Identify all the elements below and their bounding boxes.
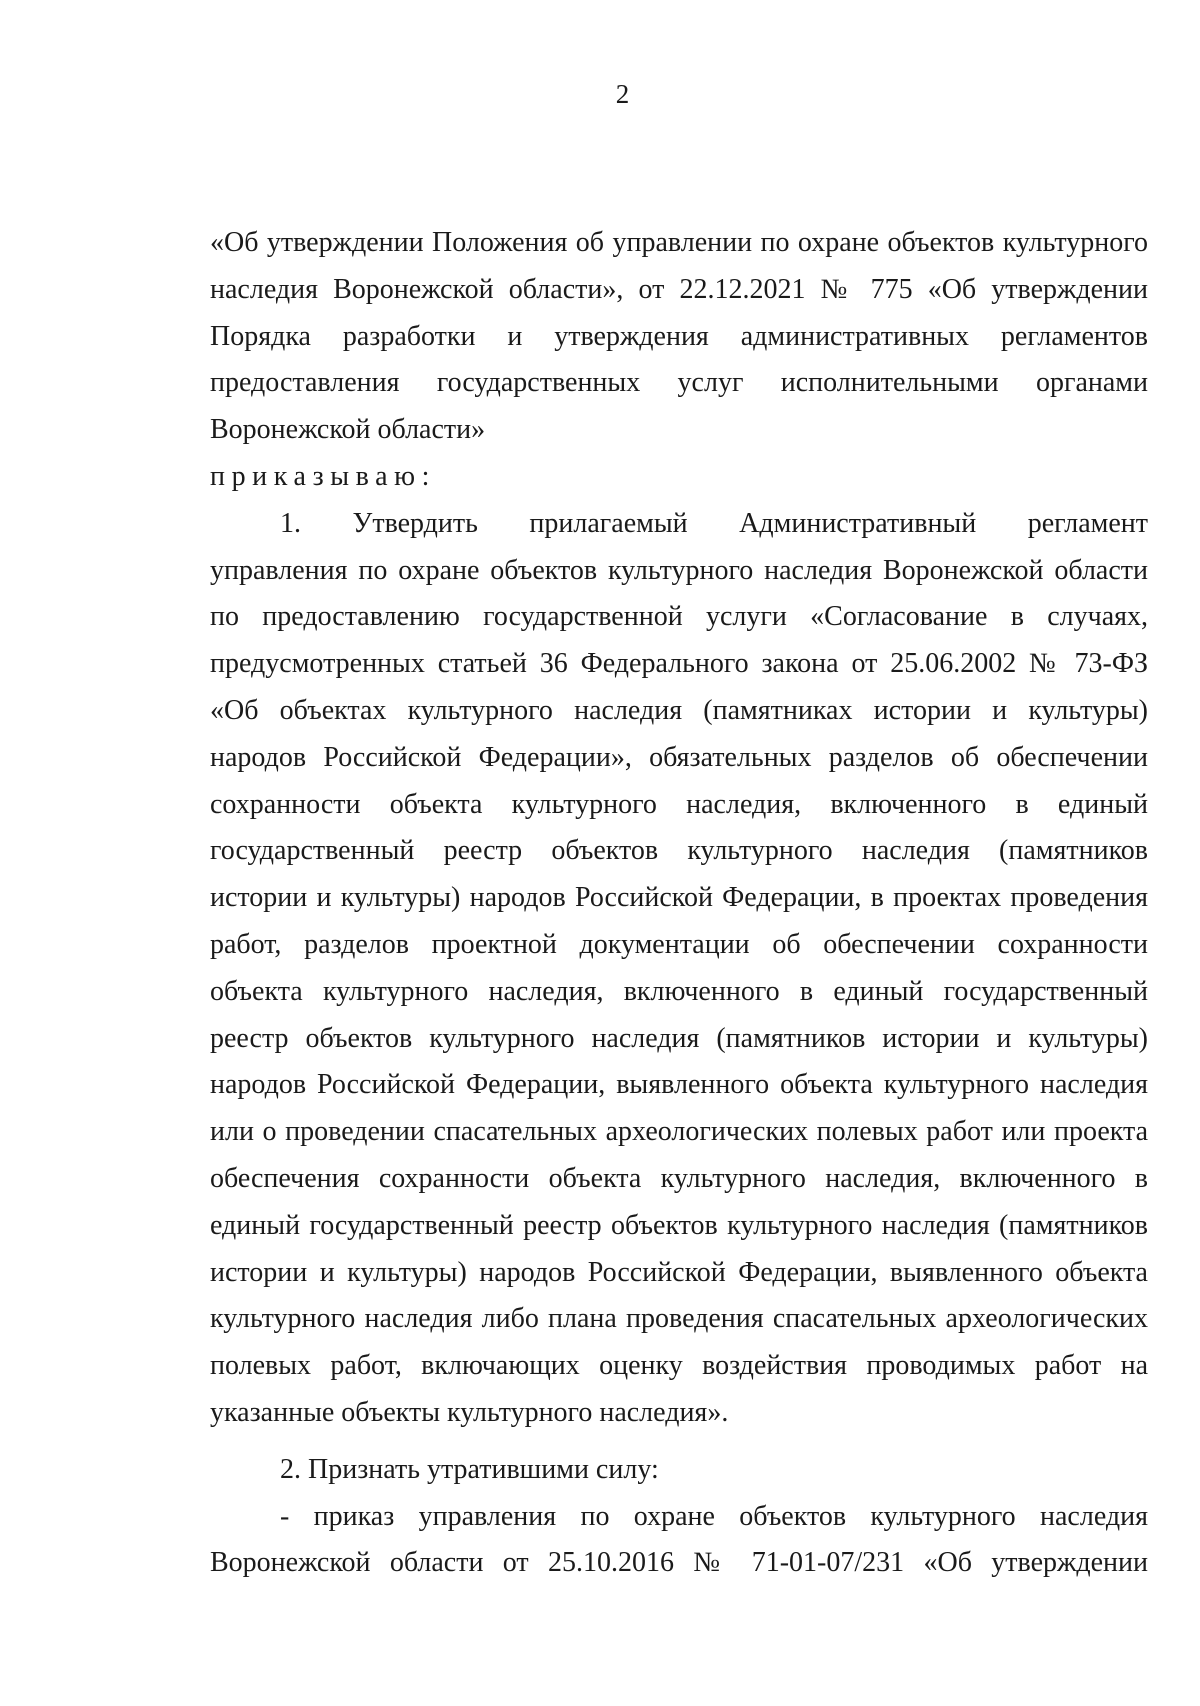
text-line: реестр объектов культурного наследия (памятников истории и культуры) xyxy=(210,1022,1148,1054)
text-line: Порядка разработки и утверждения административных регламентов xyxy=(210,320,1148,352)
text-line: предоставления государственных услуг исполнительными органами xyxy=(210,367,1148,399)
text-line: истории и культуры) народов Российской Федерации, в проектах проведения xyxy=(210,882,1148,914)
text-line: управления по охране объектов культурного наследия Воронежской области xyxy=(210,554,1148,586)
text-line: государственный реестр объектов культурного наследия (памятников xyxy=(210,835,1148,867)
text-line: обеспечения сохранности объекта культурного наследия, включенного в xyxy=(210,1162,1148,1194)
text-line: единый государственный реестр объектов культурного наследия (памятников xyxy=(210,1209,1148,1241)
text-line: работ, разделов проектной документации об обеспечении сохранности xyxy=(210,928,1148,960)
text-line: полевых работ, включающих оценку воздействия проводимых работ на xyxy=(210,1350,1148,1382)
text-line: наследия Воронежской области», от 22.12.2021 № 775 «Об утверждении xyxy=(210,273,1148,305)
text-line: «Об утверждении Положения об управлении по охране объектов культурного xyxy=(210,227,1148,258)
document-body xyxy=(210,220,1148,1587)
text-line: сохранности объекта культурного наследия, включенного в единый xyxy=(210,788,1148,820)
intro-paragraph xyxy=(210,220,1148,454)
text-line: народов Российской Федерации, выявленного объекта культурного наследия xyxy=(210,1069,1148,1101)
text-line: истории и культуры) народов Российской Федерации, выявленного объекта xyxy=(210,1256,1148,1288)
text-line: народов Российской Федерации», обязательных разделов об обеспечении xyxy=(210,741,1148,773)
item-2-line: 2. Признать утратившими силу: xyxy=(280,1453,659,1485)
text-line: Воронежской области» xyxy=(210,414,486,446)
text-line: объекта культурного наследия, включенного в единый государственный xyxy=(210,975,1148,1007)
item-1-first-line: 1. Утвердить прилагаемый Административный регламент xyxy=(280,507,1148,539)
text-line: указанные объекты культурного наследия». xyxy=(210,1396,729,1428)
text-line: «Об объектах культурного наследия (памятниках истории и культуры) xyxy=(210,694,1148,726)
dash-item-paragraph xyxy=(210,1494,1148,1588)
text-line: Воронежской области от 25.10.2016 № 71-01-07/231 «Об утверждении xyxy=(210,1547,1148,1579)
item-1-paragraph xyxy=(210,501,1148,1437)
page-number: 2 xyxy=(615,79,630,109)
text-line: культурного наследия либо плана проведения спасательных археологических xyxy=(210,1303,1148,1335)
text-line: по предоставлению государственной услуги «Согласование в случаях, xyxy=(210,601,1148,633)
text-line: или о проведении спасательных археологических полевых работ или проекта xyxy=(210,1116,1148,1148)
order-word: приказываю: xyxy=(210,460,437,492)
text-line: предусмотренных статьей 36 Федерального закона от 25.06.2002 № 73-ФЗ xyxy=(210,648,1148,680)
dash-item-first-line: - приказ управления по охране объектов культурного наследия xyxy=(280,1500,1148,1532)
